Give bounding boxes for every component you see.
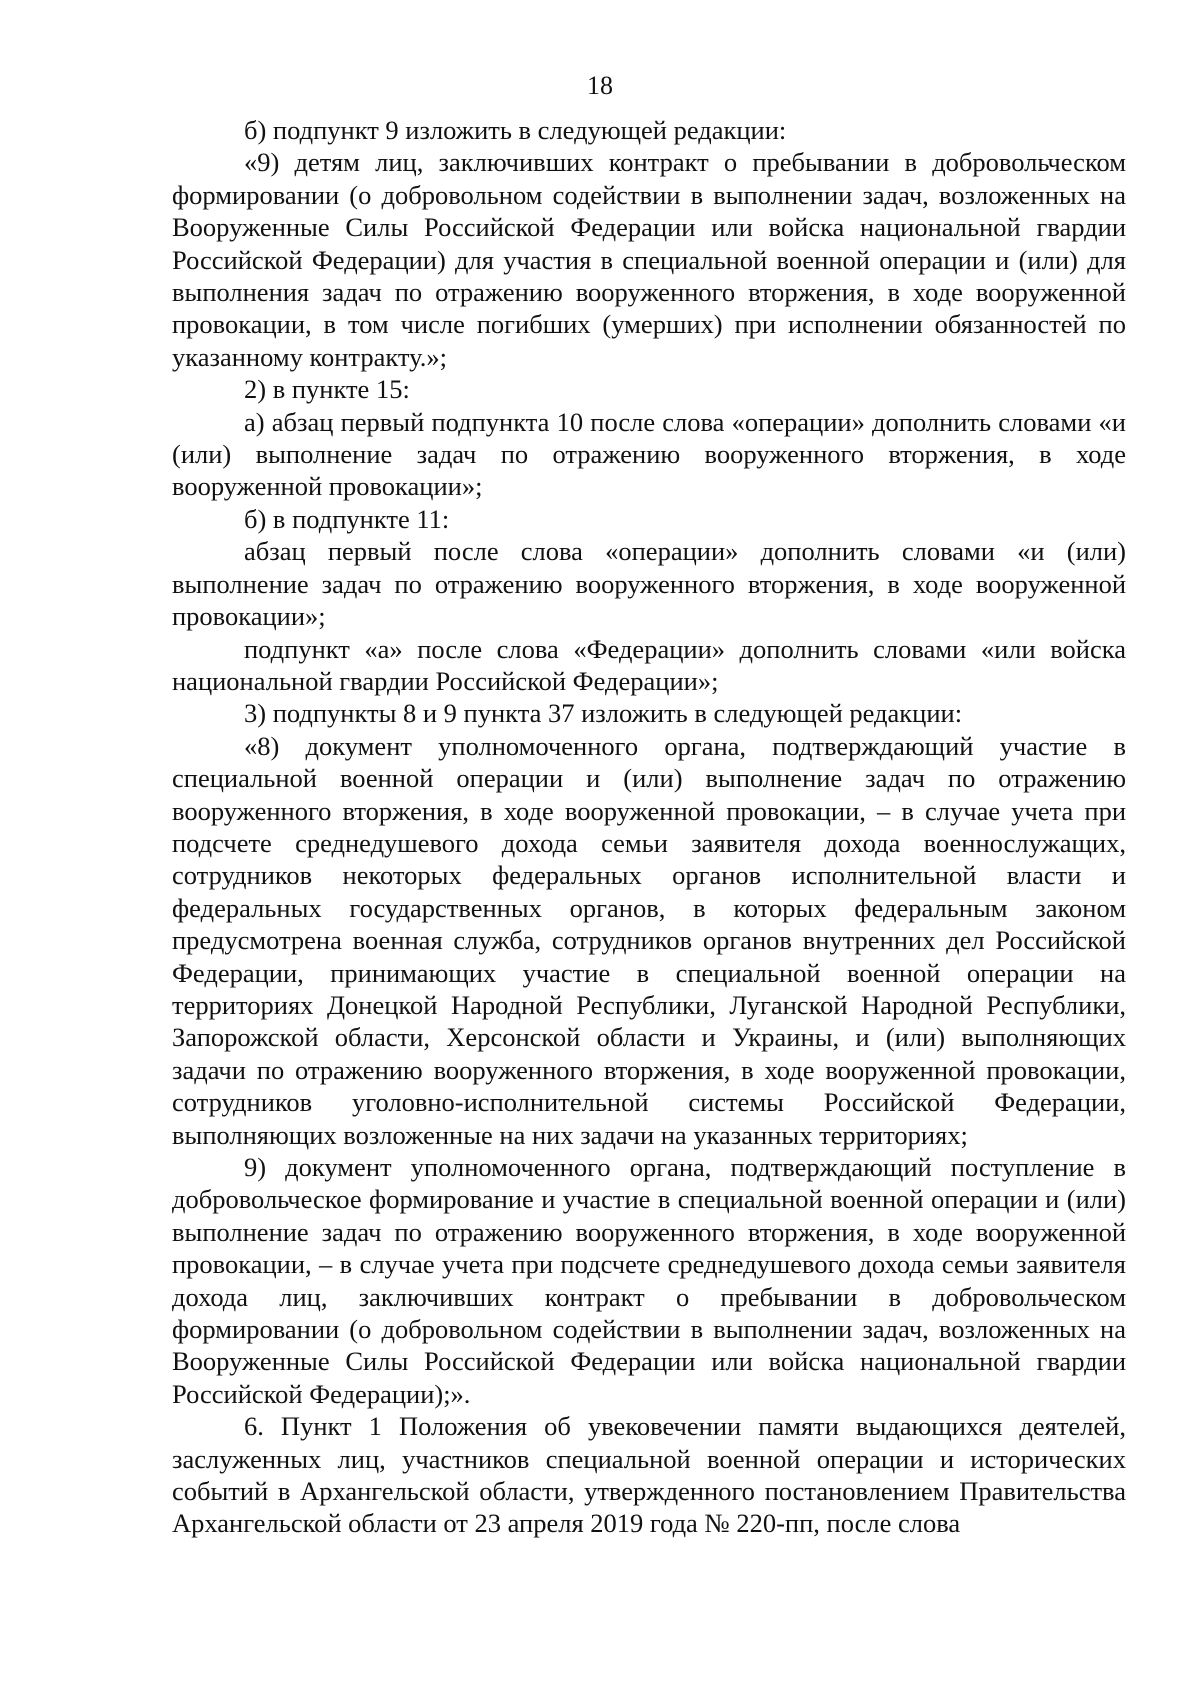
paragraph-subitem-a-10: а) абзац первый подпункта 10 после слова «операции» дополнить словами «и (или) выполнение задач по отражению вооруженного вторжения, в ходе вооруженной провокации»;: [172, 406, 1126, 502]
paragraph-subitem-b-9: б) подпункт 9 изложить в следующей редакции:: [244, 115, 787, 145]
paragraph-item-9-text: «9) детям лиц, заключивших контракт о пребывании в добровольческом формировании (о добровольном содействии в выполнении задач, возложенных на Вооруженные Силы Российской Федерации или войска национальной гвардии Российской Федерации) для участия в специальной военной операции и (или) для выполнения задач по отражению вооруженного вторжения, в ходе вооруженной провокации, в том числе погибших (умерших) при исполнении обязанностей по указанному контракту.»;: [172, 147, 1126, 372]
page-number: 18: [587, 71, 613, 100]
paragraph-point-3: 3) подпункты 8 и 9 пункта 37 изложить в следующей редакции:: [244, 698, 963, 729]
paragraph-item-8-text: «8) документ уполномоченного органа, подтверждающий участие в специальной военной операции и (или) выполнение задач по отражению вооруженного вторжения, в ходе вооруженной провокации, – в случае учета при подсчете среднедушевого дохода семьи заявителя дохода военнослужащих, сотрудников некоторых федеральных органов исполнительной власти и федеральных государственных органов, в которых федеральным законом предусмотрена военная служба, сотрудников органов внутренних дел Российской Федерации, принимающих участие в специальной военной операции на территориях Донецкой Народной Республики, Луганской Народной Республики, Запорожской области, Херсонской области и Украины, и (или) выполняющих задачи по отражению вооруженного вторжения, в ходе вооруженной провокации, сотрудников уголовно-исполнительной системы Российской Федерации, выполняющих возложенные на них задачи на указанных территориях;: [172, 730, 1126, 1150]
paragraph-subpoint-a: подпункт «а» после слова «Федерации» дополнить словами «или войска национальной гвардии Российской Федерации»;: [172, 633, 1126, 696]
paragraph-subitem-b-11: б) в подпункте 11:: [244, 503, 450, 534]
document-body: [172, 114, 1126, 1540]
paragraph-item-9-document: 9) документ уполномоченного органа, подтверждающий поступление в добровольческое формирование и участие в специальной военной операции и (или) выполнение задач по отражению вооруженного вторжения, в ходе вооруженной провокации, – в случае учета при подсчете среднедушевого дохода семьи заявителя дохода лиц, заключивших контракт о пребывании в добровольческом формировании (о добровольном содействии в выполнении задач, возложенных на Вооруженные Силы Российской Федерации или войска национальной гвардии Российской Федерации);».: [172, 1152, 1126, 1409]
paragraph-first-abzac: абзац первый после слова «операции» дополнить словами «и (или) выполнение задач по отражению вооруженного вторжения, в ходе вооруженной провокации»;: [172, 536, 1126, 632]
paragraph-point-6: 6. Пункт 1 Положения об увековечении памяти выдающихся деятелей, заслуженных лиц, участников специальной военной операции и исторических событий в Архангельской области, утвержденного постановлением Правительства Архангельской области от 23 апреля 2019 года № 220-пп, после слова: [172, 1411, 1126, 1539]
paragraph-point-2: 2) в пункте 15:: [244, 374, 410, 405]
